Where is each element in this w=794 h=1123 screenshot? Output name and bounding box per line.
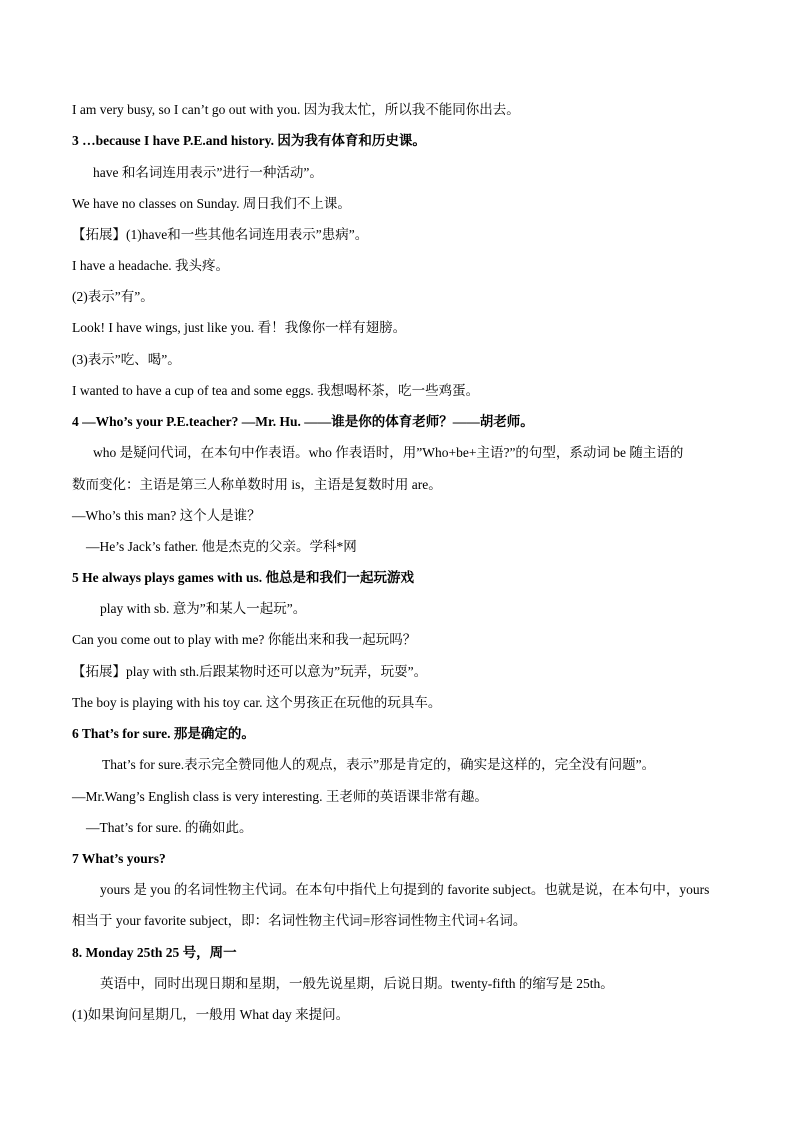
- text-line: play with sb. 意为”和某人一起玩”。: [100, 601, 307, 616]
- text-line: —He’s Jack’s father. 他是杰克的父亲。学科*网: [86, 539, 357, 554]
- text-line: —Mr.Wang’s English class is very interesting. 王老师的英语课非常有趣。: [72, 789, 488, 804]
- text-line: yours 是 you 的名词性物主代词。在本句中指代上句提到的 favorite subject。也就是说，在本句中，yours: [100, 882, 710, 897]
- section-heading-3: 3 …because I have P.E.and history. 因为我有体育和历史课。: [72, 133, 426, 148]
- text-line: Look! I have wings, just like you. 看！我像你一样有翅膀。: [72, 320, 407, 335]
- text-line: Can you come out to play with me? 你能出来和我一起玩吗？: [72, 632, 417, 647]
- text-line: I have a headache. 我头疼。: [72, 258, 230, 273]
- text-line: (1)如果询问星期几，一般用 What day 来提问。: [72, 1007, 350, 1022]
- text-line: 英语中，同时出现日期和星期，一般先说星期，后说日期。twenty-fifth 的缩写是 25th。: [100, 976, 614, 991]
- text-line: I am very busy, so I can’t go out with you. 因为我太忙，所以我不能同你出去。: [72, 102, 520, 117]
- text-line: —Who’s this man? 这个人是谁？: [72, 508, 261, 523]
- text-line: That’s for sure.表示完全赞同他人的观点，表示”那是肯定的，确实是这样的，完全没有问题”。: [102, 757, 656, 772]
- text-line: 【拓展】play with sth.后跟某物时还可以意为”玩弄，玩耍”。: [72, 664, 428, 679]
- text-line: —That’s for sure. 的确如此。: [86, 820, 253, 835]
- text-line: The boy is playing with his toy car. 这个男孩正在玩他的玩具车。: [72, 695, 442, 710]
- text-line: who 是疑问代词，在本句中作表语。who 作表语时，用”Who+be+主语?”的句型，系动词 be 随主语的: [93, 445, 684, 460]
- text-line: 相当于 your favorite subject，即：名词性物主代词=形容词性物主代词+名词。: [72, 913, 527, 928]
- section-heading-5: 5 He always plays games with us. 他总是和我们一起玩游戏: [72, 570, 415, 585]
- section-heading-7: 7 What’s yours?: [72, 851, 166, 866]
- text-line: I wanted to have a cup of tea and some eggs. 我想喝杯茶，吃一些鸡蛋。: [72, 383, 480, 398]
- text-line: have 和名词连用表示”进行一种活动”。: [93, 165, 323, 180]
- section-heading-8: 8. Monday 25th 25 号，周一: [72, 945, 237, 960]
- text-line: 【拓展】(1)have和一些其他名词连用表示”患病”。: [72, 227, 369, 242]
- text-line: 数而变化：主语是第三人称单数时用 is，主语是复数时用 are。: [72, 477, 442, 492]
- section-heading-4: 4 —Who’s your P.E.teacher? —Mr. Hu. ——谁是你的体育老师？——胡老师。: [72, 414, 534, 429]
- text-line: We have no classes on Sunday. 周日我们不上课。: [72, 196, 351, 211]
- section-heading-6: 6 That’s for sure. 那是确定的。: [72, 726, 255, 741]
- text-line: (3)表示”吃、喝”。: [72, 352, 181, 367]
- text-line: (2)表示”有”。: [72, 289, 154, 304]
